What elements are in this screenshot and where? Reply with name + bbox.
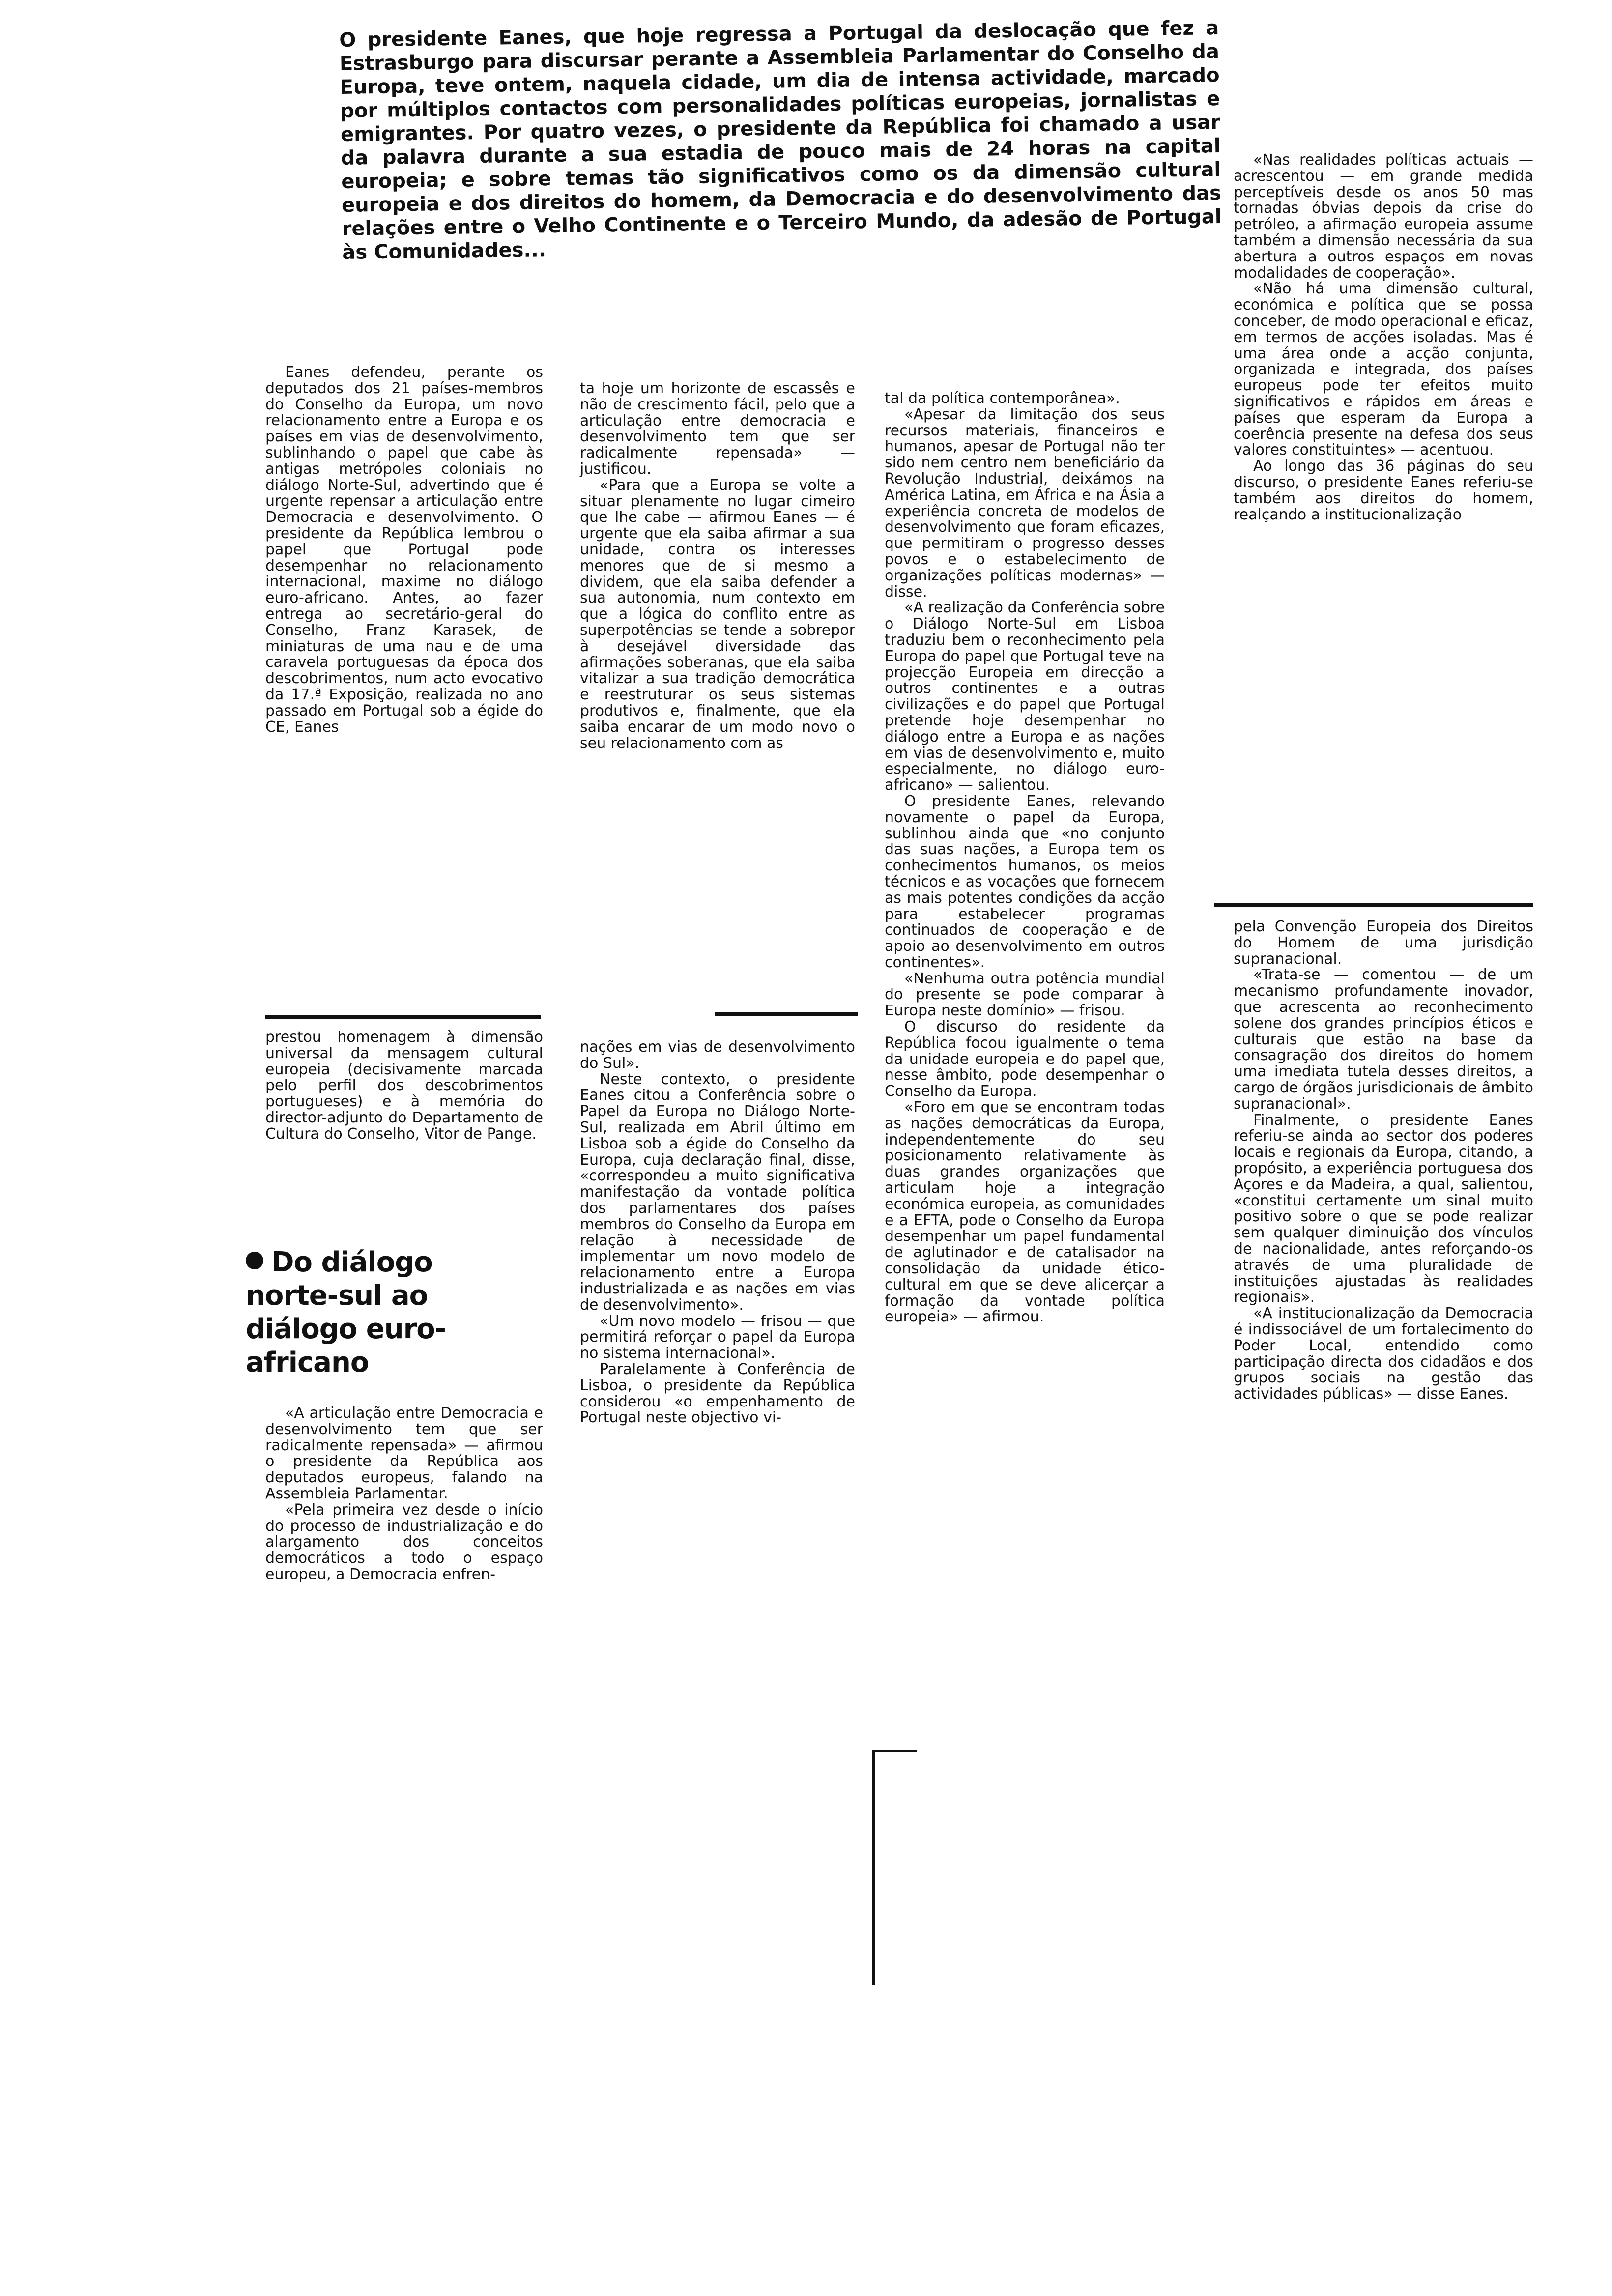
col3-paragraph-5: «Nenhuma outra potência mundial do presente se pode comparar à Europa neste domínio» — frisou. — [885, 970, 1165, 1020]
section-heading-text: Do diálogo norte-sul ao diálogo euro-africano — [246, 1246, 446, 1378]
col1-paragraph-3: «A articulação entre Democracia e desenvolvimento tem que ser radicalmente repensada» — afirmou o presidente da República aos deputados europeus, falando na Assembleia Parlamentar. — [265, 1405, 543, 1502]
col2-paragraph-6: Paralelamente à Conferência de Lisboa, o presidente da República considerou «o empenhamento de Portugal neste objectivo vi- — [580, 1360, 855, 1427]
col2-paragraph-3: nações em vias de desenvolvimento do Sul». — [580, 1038, 855, 1072]
column-2-bottom — [580, 1039, 855, 1426]
column-4-bottom — [1234, 919, 1533, 1403]
col3-paragraph-7: «Foro em que se encontram todas as nações democráticas da Europa, independentemente do seu posicionamento relativamente às duas grandes organizações que articulam hoje a integração económica europeia, as comunidades e a EFTA, pode o Conselho da Europa desempenhar um papel fundamental de aglutinador e de catalisador na consolidação da unidade ético-cultural em que se deve alicerçar a formação da vontade política europeia» — afirmou. — [885, 1099, 1165, 1326]
col2-paragraph-4: Neste contexto, o presidente Eanes citou a Conferência sobre o Papel da Europa no Diálogo Norte-Sul, realizada em Abril último em Lisboa sob a égide do Conselho da Europa, cuja declaração final, disse, «correspondeu a muito significativa manifestação da vontade política dos parlamentares dos países membros do Conselho da Europa em relação à necessidade de implementar um novo modelo de relacionamento entre a Europa industrializada e as nações em vias de desenvolvimento». — [580, 1070, 855, 1314]
section-heading — [246, 1246, 491, 1379]
column-1-divider — [265, 1015, 541, 1019]
col3-paragraph-6: O discurso do residente da República focou igualmente o tema da unidade europeia e do papel que, nesse âmbito, pode desempenhar o Conselho da Europa. — [885, 1018, 1165, 1100]
column-3 — [885, 391, 1165, 1325]
column-1-top — [265, 365, 543, 735]
col2-paragraph-5: «Um novo modelo — frisou — que permitirá reforçar o papel da Europa no sistema internacional». — [580, 1312, 855, 1362]
col1-paragraph-2: prestou homenagem à dimensão universal da mensagem cultural europeia (decisivamente marcada pelo perfil dos descobrimentos portugueses) e à memória do director-adjunto do Departamento de Cultura do Conselho, Vitor de Pange. — [265, 1029, 543, 1143]
column-1-middle — [265, 1030, 543, 1143]
column-1-bottom — [265, 1406, 543, 1583]
col3-paragraph-1: tal da política contemporânea». — [885, 390, 1120, 407]
col4-paragraph-6: Finalmente, o presidente Eanes referiu-se ainda ao sector dos poderes locais e regionais da Europa, citando, a propósito, a experiência portuguesa dos Açores e da Madeira, a qual, salientou, «constitui certamente um sinal muito positivo sobre o que se pode realizar sem qualquer diminuição dos vínculos de nacionalidade, antes reforçando-os através de uma pluralidade de instituições ajustadas às realidades regionais». — [1234, 1111, 1533, 1306]
column-2-top — [580, 381, 855, 751]
lead-paragraph: O presidente Eanes, que hoje regressa a Portugal da deslocação que fez a Estrasburgo para discursar perante a Assembleia Parlamentar do Conselho da Europa, teve ontem, naquela cidade, um dia de intensa actividade, marcado por múltiplos contactos com personalidades políticas europeias, jornalistas e emigrantes. Por quatro vezes, o presidente da República foi chamado a usar da palavra durante a sua estadia de pouco mais de 24 horas na capital europeia; e sobre temas tão significativos como os da dimensão cultural europeia e dos direitos do homem, da Democracia e do desenvolvimento das relações entre o Velho Continente e o Terceiro Mundo, da adesão de Portugal às Comunidades... — [339, 17, 1222, 264]
col3-paragraph-2: «Apesar da limitação dos seus recursos materiais, financeiros e humanos, apesar de Portugal não ter sido nem centro nem beneficiário da Revolução Industrial, deixámos na América Latina, em África e na Ásia a experiência concreta de modelos de desenvolvimento que foram eficazes, que permitiram o progresso desses povos e o estabelecimento de organizações políticas modernas» — disse. — [885, 405, 1165, 601]
bullet-icon — [246, 1252, 263, 1269]
col4-paragraph-7: «A institucionalização da Democracia é indissociável de um fortalecimento do Poder Local, entendido como participação directa dos cidadãos e dos grupos sociais na gestão das actividades públicas» — disse Eanes. — [1234, 1305, 1533, 1403]
col4-paragraph-3: Ao longo das 36 páginas do seu discurso, o presidente Eanes referiu-se também aos direitos do homem, realçando a institucionalização — [1234, 458, 1533, 523]
col3-paragraph-4: O presidente Eanes, relevando novamente o papel da Europa, sublinhou ainda que «no conjunto das suas nações, a Europa tem os conhecimentos humanos, os meios técnicos e as vocações que fornecem as mais potentes condições da acção para estabelecer programas continuados de cooperação e de apoio ao desenvolvimento em outros continentes». — [885, 792, 1165, 971]
col1-paragraph-1: Eanes defendeu, perante os deputados dos 21 países-membros do Conselho da Europa, um novo relacionamento entre a Europa e os países em vias de desenvolvimento, sublinhando o papel que cabe às antigas metrópoles coloniais no diálogo Norte-Sul, advertindo que é urgente repensar a articulação entre Democracia e desenvolvimento. O presidente da República lembrou o papel que Portugal pode desempenhar no relacionamento internacional, maxime no diálogo euro-africano. Antes, ao fazer entrega ao secretário-geral do Conselho, Franz Karasek, de miniaturas de uma nau e de uma caravela portuguesas da época dos descobrimentos, num acto evocativo da 17.ª Exposição, realizada no ano passado em Portugal sob a égide do CE, Eanes — [265, 364, 543, 736]
col2-paragraph-1: ta hoje um horizonte de escassês e não de crescimento fácil, pelo que a articulação entre democracia e desenvolvimento tem que ser radicalmente repensada» — justificou. — [580, 380, 855, 478]
col3-paragraph-3: «A realização da Conferência sobre o Diálogo Norte-Sul em Lisboa traduziu bem o reconhecimento pela Europa do papel que Portugal teve na projecção Europeia em direcção a outros continentes e a outras civilizações e do papel que Portugal pretende hoje desempenhar no diálogo entre a Europa e as nações em vias de desenvolvimento e, muito especialmente, no diálogo euro-africano» — salientou. — [885, 599, 1165, 794]
col2-paragraph-2: «Para que a Europa se volte a situar plenamente no lugar cimeiro que lhe cabe — afirmou Eanes — é urgente que ela saiba afirmar a sua unidade, contra os interesses menores que de si mesmo a dividem, que ela saiba defender a sua autonomia, num contexto em que a lógica do conflito entre as superpotências se tende a sobrepor à desejável diversidade das afirmações soberanas, que ela saiba vitalizar a sua tradição democrática e reestruturar os seus sistemas produtivos e, finalmente, que ela saiba encarar de um modo novo o seu relacionamento com as — [580, 476, 855, 752]
col1-paragraph-4: «Pela primeira vez desde o início do processo de industrialização e do alargamento dos conceitos democráticos a todo o espaço europeu, a Democracia enfren- — [265, 1501, 543, 1583]
col4-paragraph-1: «Nas realidades políticas actuais — acrescentou — em grande medida perceptíveis desde os anos 50 mas tornadas óbvias depois da crise do petróleo, a afirmação europeia assume também a dimensão necessária da sua abertura a outros espaços em novas modalidades de cooperação». — [1234, 151, 1533, 282]
col4-paragraph-5: «Trata-se — comentou — de um mecanismo profundamente inovador, que acrescenta ao reconhecimento solene dos grandes princípios éticos e culturais que estão na base da consagração dos direitos do homem uma imediata tutela desses direitos, a cargo de órgãos jurisdicionais de âmbito supranacional». — [1234, 966, 1533, 1113]
column-4-divider — [1214, 903, 1533, 907]
col4-paragraph-2: «Não há uma dimensão cultural, económica e política que se possa conceber, de modo operacional e eficaz, em termos de acções isoladas. Mas é uma área onde a acção conjunta, organizada e integrada, dos países europeus pode ter efeitos muito significativos e rápidos em áreas e países que esperam da Europa a coerência presente na defesa dos seus valores constituintes» — acentuou. — [1234, 280, 1533, 459]
column-3-left-border — [872, 1750, 875, 1985]
column-4-top — [1234, 152, 1533, 523]
column-3-left-border-top — [872, 1750, 917, 1752]
col4-paragraph-4: pela Convenção Europeia dos Direitos do Homem de uma jurisdição supranacional. — [1234, 918, 1533, 968]
column-2-divider — [715, 1012, 858, 1016]
